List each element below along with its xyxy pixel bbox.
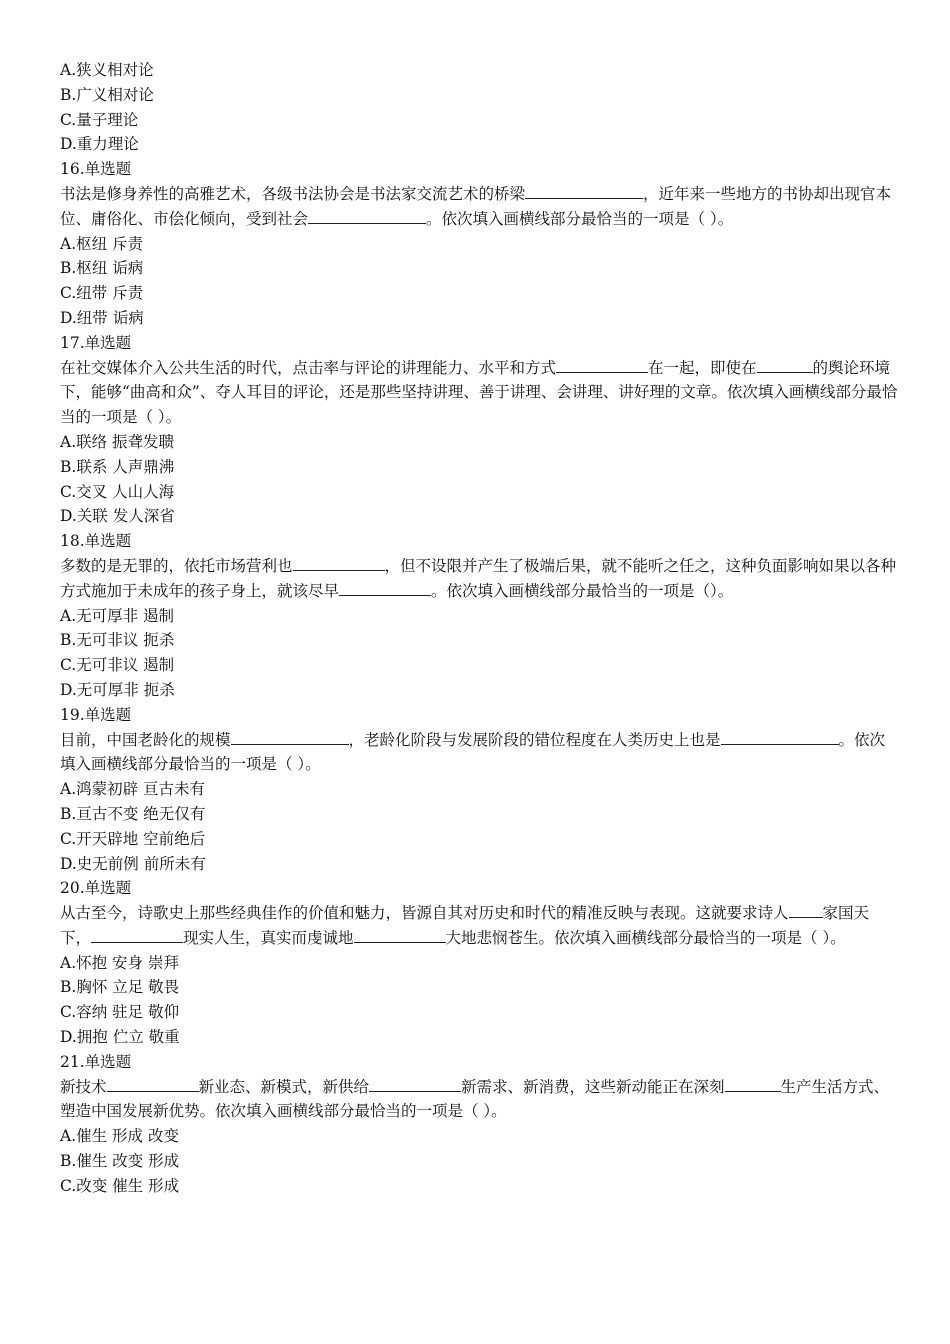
question-16-header: 16.单选题 xyxy=(60,160,132,179)
answer-blank xyxy=(789,902,823,918)
option-15-d: D.重力理论 xyxy=(60,135,139,154)
answer-blank xyxy=(725,1076,781,1092)
option-16-d: D.纽带 诟病 xyxy=(60,308,144,327)
question-19-header: 19.单选题 xyxy=(60,705,132,724)
option-20-b: B.胸怀 立足 敬畏 xyxy=(60,978,180,997)
question-20-stem: 从古至今，诗歌史上那些经典佳作的价值和魅力，皆源自其对历史和时代的精准反映与表现。这就要求诗人 家国天下， 现实人生，真实而虔诚地 大地悲悯苍生。依次填入画横线部分最恰当的一项是（ ）。 xyxy=(60,904,870,947)
answer-blank xyxy=(369,1076,461,1092)
option-16-c: C.纽带 斥责 xyxy=(60,284,144,303)
option-16-a: A.枢纽 斥责 xyxy=(60,234,144,253)
answer-blank xyxy=(107,1076,199,1092)
question-18-stem: 多数的是无罪的，依托市场营利也 ，但不设限并产生了极端后果，就不能听之任之，这种负面影响如果以各种方式施加于未成年的孩子身上，就该尽早 。依次填入画横线部分最恰当的一项是（）。 xyxy=(60,556,897,600)
option-19-b: B.亘古不变 绝无仅有 xyxy=(60,804,206,823)
option-18-b: B.无可非议 扼杀 xyxy=(60,631,175,650)
option-19-a: A.鸿蒙初辟 亘古未有 xyxy=(60,780,206,799)
option-17-a: A.联络 振聋发聩 xyxy=(60,432,175,451)
answer-blank xyxy=(721,729,839,745)
option-18-a: A.无可厚非 遏制 xyxy=(60,606,175,625)
option-15-b: B.广义相对论 xyxy=(60,85,154,104)
answer-blank xyxy=(556,357,648,373)
option-20-d: D.拥抱 伫立 敬重 xyxy=(60,1028,180,1047)
question-17-stem: 在社交媒体介入公共生活的时代，点击率与评论的讲理能力、水平和方式 在一起，即使在 的舆论环境下，能够“曲高和众”、夺人耳目的评论，还是那些坚持讲理、善于讲理、会讲理、讲好理的文章。依次填入画横线部分最恰当的一项是（ ）。 xyxy=(60,358,898,427)
answer-blank xyxy=(91,927,183,943)
option-18-c: C.无可非议 遏制 xyxy=(60,656,175,675)
option-21-b: B.催生 改变 形成 xyxy=(60,1152,180,1171)
option-19-c: C.开天辟地 空前绝后 xyxy=(60,829,206,848)
answer-blank xyxy=(339,580,431,596)
option-21-a: A.催生 形成 改变 xyxy=(60,1127,179,1146)
answer-blank xyxy=(293,555,385,571)
document-page xyxy=(60,58,898,1199)
answer-blank xyxy=(231,729,349,745)
option-16-b: B.枢纽 诟病 xyxy=(60,259,144,278)
answer-blank xyxy=(354,927,446,943)
option-17-d: D.关联 发人深省 xyxy=(60,507,175,526)
question-19-stem: 目前，中国老龄化的规模 ，老龄化阶段与发展阶段的错位程度在人类历史上也是 。依次填入画横线部分最恰当的一项是（ ）。 xyxy=(60,730,886,774)
answer-blank xyxy=(757,357,813,373)
question-21-header: 21.单选题 xyxy=(60,1052,132,1071)
question-16-stem: 书法是修身养性的高雅艺术，各级书法协会是书法家交流艺术的桥梁 ，近年来一些地方的书协却出现官本位、庸俗化、市侩化倾向，受到社会 。依次填入画横线部分最恰当的一项是（ ）。 xyxy=(60,184,892,228)
option-18-d: D.无可厚非 扼杀 xyxy=(60,680,175,699)
option-15-c: C.量子理论 xyxy=(60,110,139,129)
answer-blank xyxy=(525,183,643,199)
option-19-d: D.史无前例 前所未有 xyxy=(60,854,206,873)
question-20-header: 20.单选题 xyxy=(60,879,132,898)
answer-blank xyxy=(308,208,426,224)
option-15-a: A.狭义相对论 xyxy=(60,61,154,79)
option-20-c: C.容纳 驻足 敬仰 xyxy=(60,1003,180,1022)
question-21-stem: 新技术 新业态、新模式，新供给 新需求、新消费，这些新动能正在深刻 生产生活方式、塑造中国发展新优势。依次填入画横线部分最恰当的一项是（ ）。 xyxy=(60,1077,890,1121)
question-17-header: 17.单选题 xyxy=(60,333,132,352)
option-17-b: B.联系 人声鼎沸 xyxy=(60,457,175,476)
option-17-c: C.交叉 人山人海 xyxy=(60,482,175,501)
question-18-header: 18.单选题 xyxy=(60,532,132,551)
option-21-c: C.改变 催生 形成 xyxy=(60,1176,180,1195)
option-20-a: A.怀抱 安身 崇拜 xyxy=(60,953,179,972)
